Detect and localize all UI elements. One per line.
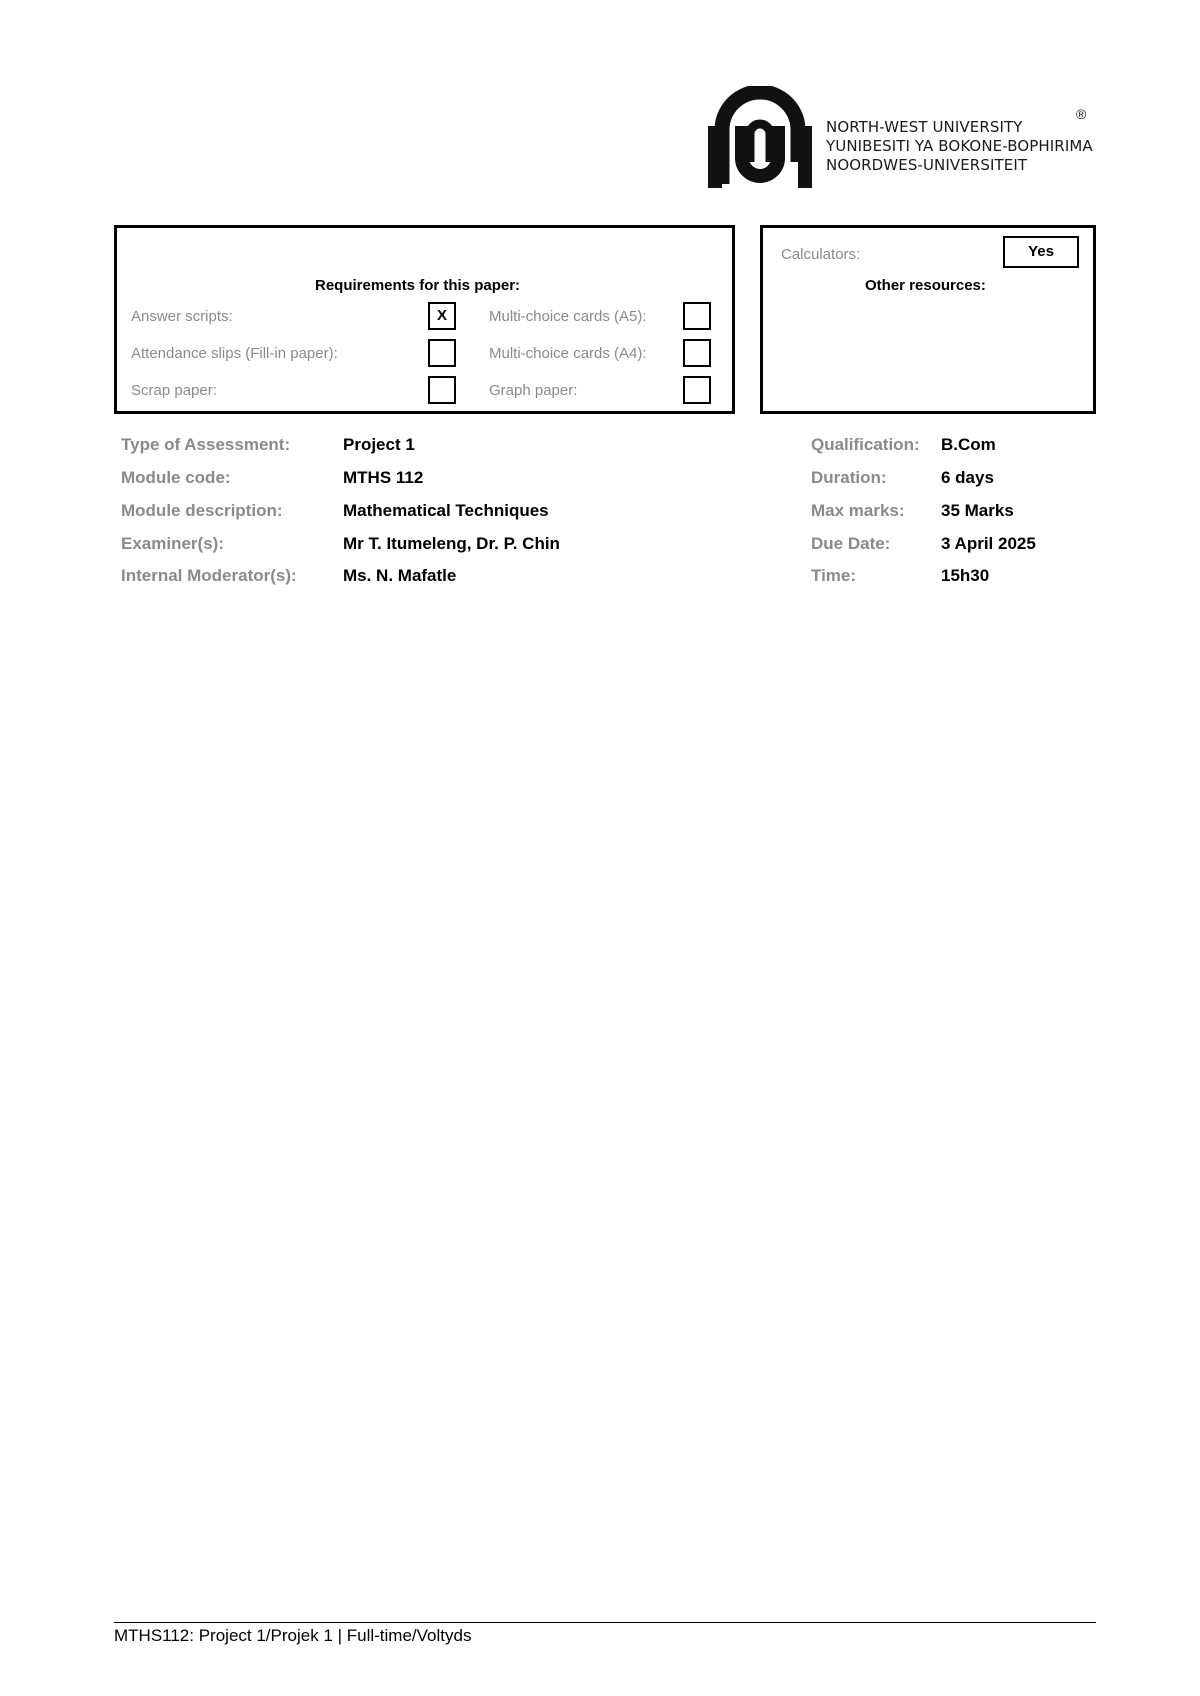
- registered-mark: ®: [1076, 106, 1087, 122]
- graph-paper-checkbox[interactable]: [683, 376, 711, 404]
- resources-box: [760, 225, 1096, 414]
- other-resources-heading: Other resources:: [865, 277, 986, 294]
- time-value: 15h30: [941, 566, 990, 585]
- duration-value: 6 days: [941, 468, 994, 487]
- answer-scripts-checkbox[interactable]: X: [428, 302, 456, 330]
- requirements-box: [114, 225, 735, 414]
- scrap-paper-label: Scrap paper:: [131, 382, 217, 399]
- mc-cards-a5-checkbox[interactable]: [683, 302, 711, 330]
- module-description-value: Mathematical Techniques: [343, 501, 549, 520]
- module-code-label: Module code:: [121, 468, 231, 487]
- calculators-label: Calculators:: [781, 246, 861, 263]
- examiners-label: Examiner(s):: [121, 534, 224, 553]
- requirements-heading: Requirements for this paper:: [315, 277, 521, 294]
- mc-cards-a4-checkbox[interactable]: [683, 339, 711, 367]
- qualification-label: Qualification:: [811, 435, 920, 454]
- module-code-value: MTHS 112: [343, 468, 424, 487]
- mc-cards-a5-label: Multi-choice cards (A5):: [489, 308, 647, 325]
- university-name-tn: YUNIBESITI YA BOKONE-BOPHIRIMA: [826, 137, 1093, 155]
- module-description-label: Module description:: [121, 501, 283, 520]
- assessment-type-label: Type of Assessment:: [121, 435, 291, 454]
- attendance-slips-label: Attendance slips (Fill-in paper):: [131, 345, 338, 362]
- due-date-label: Due Date:: [811, 534, 891, 553]
- mc-cards-a4-label: Multi-choice cards (A4):: [489, 345, 647, 362]
- graph-paper-label: Graph paper:: [489, 382, 578, 399]
- max-marks-label: Max marks:: [811, 501, 905, 520]
- footer-text: MTHS112: Project 1/Projek 1 | Full-time/Voltyds: [114, 1626, 472, 1645]
- duration-label: Duration:: [811, 468, 887, 487]
- assessment-type-value: Project 1: [343, 435, 415, 454]
- scrap-paper-checkbox[interactable]: [428, 376, 456, 404]
- university-name-en: NORTH-WEST UNIVERSITY: [826, 118, 1023, 136]
- footer-divider: [114, 1622, 1096, 1623]
- attendance-slips-checkbox[interactable]: [428, 339, 456, 367]
- max-marks-value: 35 Marks: [941, 501, 1014, 520]
- qualification-value: B.Com: [941, 435, 996, 454]
- calculators-value: Yes: [1003, 236, 1079, 268]
- moderators-label: Internal Moderator(s):: [121, 566, 297, 585]
- university-name-af: NOORDWES-UNIVERSITEIT: [826, 156, 1028, 174]
- moderators-value: Ms. N. Mafatle: [343, 566, 457, 585]
- examiners-value: Mr T. Itumeleng, Dr. P. Chin: [343, 534, 560, 553]
- time-label: Time:: [811, 566, 857, 585]
- answer-scripts-label: Answer scripts:: [131, 308, 233, 325]
- due-date-value: 3 April 2025: [941, 534, 1036, 553]
- nwu-logo-icon: [706, 86, 814, 196]
